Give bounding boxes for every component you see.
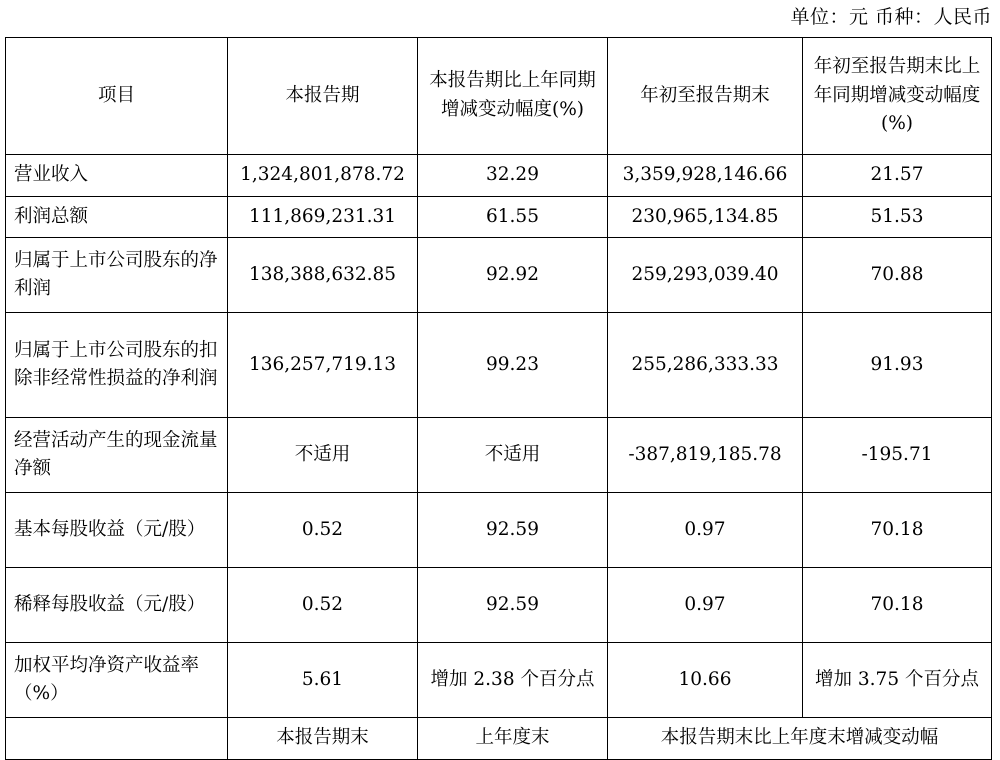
row-ytd-change: 70.18	[803, 568, 992, 643]
row-current-change: 99.23	[418, 313, 608, 418]
row-current-period: 0.52	[228, 493, 418, 568]
row-ytd: 255,286,333.33	[608, 313, 803, 418]
row-ytd-change: 70.88	[803, 238, 992, 313]
row-current-period: 5.61	[228, 643, 418, 718]
row-current-change: 92.59	[418, 493, 608, 568]
row-ytd-change: 51.53	[803, 196, 992, 238]
row-current-change: 92.59	[418, 568, 608, 643]
second-header-change-merged: 本报告期末比上年度末增减变动幅	[608, 718, 992, 760]
row-current-change: 增加 2.38 个百分点	[418, 643, 608, 718]
row-ytd: -387,819,185.78	[608, 418, 803, 493]
row-item-label: 归属于上市公司股东的扣除非经常性损益的净利润	[6, 313, 228, 418]
row-current-change: 不适用	[418, 418, 608, 493]
row-ytd: 259,293,039.40	[608, 238, 803, 313]
row-item-label: 基本每股收益（元/股）	[6, 493, 228, 568]
row-ytd-change: 70.18	[803, 493, 992, 568]
header-cell-ytd-change: 年初至报告期末比上年同期增减变动幅度(%)	[803, 38, 992, 155]
header-cell-ytd: 年初至报告期末	[608, 38, 803, 155]
row-item-label: 加权平均净资产收益率（%）	[6, 643, 228, 718]
row-current-change: 92.92	[418, 238, 608, 313]
header-cell-current-change: 本报告期比上年同期增减变动幅度(%)	[418, 38, 608, 155]
table-row	[6, 643, 992, 718]
row-current-period: 0.52	[228, 568, 418, 643]
second-header-period-end: 本报告期末	[228, 718, 418, 760]
table-row	[6, 493, 992, 568]
header-cell-item: 项目	[6, 38, 228, 155]
row-current-period: 1,324,801,878.72	[228, 155, 418, 197]
financial-summary-table	[5, 37, 992, 760]
row-current-change: 32.29	[418, 155, 608, 197]
table-row	[6, 238, 992, 313]
row-current-period: 136,257,719.13	[228, 313, 418, 418]
row-current-period: 111,869,231.31	[228, 196, 418, 238]
row-ytd-change: 91.93	[803, 313, 992, 418]
table-row	[6, 313, 992, 418]
row-ytd-change: 21.57	[803, 155, 992, 197]
row-ytd-change: -195.71	[803, 418, 992, 493]
row-current-change: 61.55	[418, 196, 608, 238]
header-cell-current-period: 本报告期	[228, 38, 418, 155]
row-item-label: 归属于上市公司股东的净利润	[6, 238, 228, 313]
second-header-prior-year-end: 上年度末	[418, 718, 608, 760]
table-row	[6, 568, 992, 643]
row-item-label: 营业收入	[6, 155, 228, 197]
table-header-row	[6, 38, 992, 155]
row-ytd: 0.97	[608, 568, 803, 643]
table-row	[6, 196, 992, 238]
row-item-label: 经营活动产生的现金流量净额	[6, 418, 228, 493]
row-current-period: 138,388,632.85	[228, 238, 418, 313]
row-ytd-change: 增加 3.75 个百分点	[803, 643, 992, 718]
row-current-period: 不适用	[228, 418, 418, 493]
row-ytd: 0.97	[608, 493, 803, 568]
row-ytd: 3,359,928,146.66	[608, 155, 803, 197]
table-row	[6, 155, 992, 197]
row-item-label: 稀释每股收益（元/股）	[6, 568, 228, 643]
unit-currency-line: 单位：元 币种：人民币	[790, 6, 992, 28]
second-header-empty-cell	[6, 718, 228, 760]
row-item-label: 利润总额	[6, 196, 228, 238]
row-ytd: 10.66	[608, 643, 803, 718]
table-row	[6, 418, 992, 493]
table-second-header-row	[6, 718, 992, 760]
row-ytd: 230,965,134.85	[608, 196, 803, 238]
